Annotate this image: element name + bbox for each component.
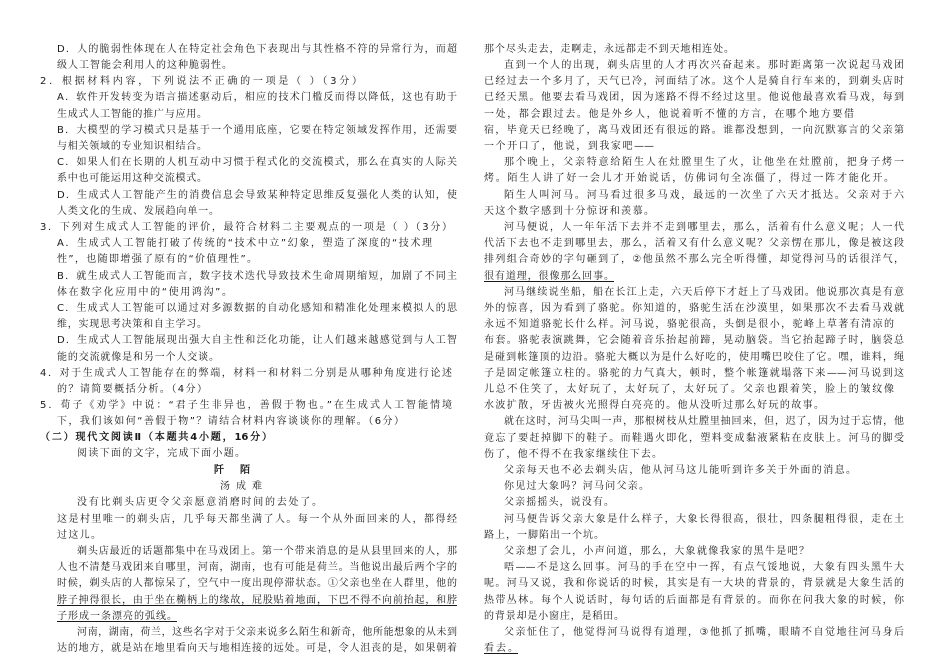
- left-text-line: 阡陌: [214, 465, 250, 476]
- right-text-line: 一处，都会跟过去。他是外乡人，他说着听不懂的方言，在哪个地方要借: [484, 109, 854, 120]
- right-text-line: 竟忘了要赶掉脚下的鞋子。而鞋遇火即化，塑料变成黏液紧粘在皮肤上。河马的脚受: [484, 433, 904, 444]
- left-text-line: C．如果人们在长期的人机互动中习惯于程式化的交流模式，那么在真实的人际关: [57, 157, 457, 168]
- left-text-line: 这是村里唯一的剃头店，几乎每天都坐满了人。每一个从外面回来的人，都得经: [57, 514, 457, 525]
- right-text-line: 布套。骆驼表演跳舞，它会随着音乐抬起前蹄，晃动脑袋。当它抬起蹄子时，脑袋总: [484, 335, 904, 346]
- left-text-line: 脖子抻得很长，由于坐在椭柄上的缘故，屁股贴着地面，下巴不得不向前抬起，和脖: [57, 595, 457, 606]
- left-text-line: （二）现代文阅读Ⅱ（本题共4小题，16分）: [40, 432, 272, 443]
- right-text-line: 河马便说，人一年年活下去并不走到哪里去，那么，活着有什么意义呢；人一代: [504, 222, 904, 233]
- right-text-line: 已经天黑。他要去看马戏团，因为迷路不得不经过这里。他说他最喜欢看马戏，每到: [484, 92, 904, 103]
- left-text-line: 汤成难: [220, 481, 262, 492]
- right-text-line: 父亲每天也不必去剃头店，他从河马这儿能听到许多关于外面的消息。: [504, 465, 856, 476]
- right-text-line: 伤了，他不得不在我家继续住下去。: [484, 449, 662, 460]
- left-text-line: 性”，也随即增强了原有的“价值理性”。: [57, 254, 257, 265]
- left-text-line: 与相关领域的专业知识相结合。: [57, 141, 207, 152]
- left-text-line: 下，我们该如何“善假于物”？请结合材料内容谈谈你的理解。（6分）: [57, 416, 404, 427]
- right-text-line: 排列组合奇妙的字句砸到了，②他虽然不那么完全听得懂，却觉得河马的话很洋气，: [484, 254, 904, 265]
- right-text-line: 已经过去一个多月了，天气已冷，河面结了冰。这个人是骑自行车来的，到剃头店时: [484, 76, 904, 87]
- left-text-line: D．生成式人工智能产生的消费信息会导致某种特定思维反复强化人类的认知，使: [57, 190, 457, 201]
- right-text-line: 很有道理，很像那么回事。: [484, 271, 614, 282]
- left-text-line: 级人工智能会利用人的这种脆弱性。: [57, 60, 232, 71]
- right-text-line: 呢。河马又说，我和你说话的时候，其实是有一大块的背景的，背景就是大象生活的: [484, 578, 904, 589]
- left-text-line: 剃头店最近的话题都集中在马戏团上。第一个带来消息的是从县里回来的人，那: [77, 546, 457, 557]
- right-text-line: 是碰到帐篷顶的边沿。骆驼大概以为是什么好吃的，使用嘴巴咬住了它。嘿，谁料，绳: [484, 352, 904, 363]
- right-text-line: 天这个数字感到十分惊讶和羡慕。: [484, 206, 654, 217]
- right-text-line: 水波扩散，牙齿被火光照得白亮亮的。他从没听过那么好玩的故事。: [484, 400, 824, 411]
- left-text-line: 人也不清楚马戏团来自哪里，河南，湖南，也有可能是荷兰。当他说出最后两个字的: [57, 562, 457, 573]
- left-text-line: 阅读下面的文字，完成下面小题。: [77, 448, 245, 459]
- left-text-line: D．人的脆弱性体现在人在特定社会角色下表现出与其性格不符的异常行为，而超: [57, 44, 457, 55]
- left-text-line: 体在数字化应用中的“使用鸿沟”。: [57, 287, 232, 298]
- left-text-line: B．就生成式人工智能而言，数字技术迭代导致技术生命周期缩短，加剧了不同主: [57, 271, 457, 282]
- left-text-line: A．软件开发转变为语言描述驱动后，相应的技术门槛反而得以降低，这也有助于: [57, 92, 457, 103]
- right-text-line: 父亲怔住了，他觉得河马说得有道理，③他抓了抓嘴，眼睛不自觉地往河马身后: [504, 627, 904, 638]
- right-text-line: 代活下去也不走到哪里去，那么，活着又有什么意义呢？父亲愣在那儿，像是被这段: [484, 238, 904, 249]
- left-text-line: 达的地方，就是站在地里看向天与地相连接的远处。可是，令人沮丧的是，如果朝着: [57, 643, 457, 654]
- left-text-line: D．生成式人工智能展现出强大自主性和泛化功能，让人们越来越感觉到与人工智: [57, 335, 457, 346]
- left-text-line: 的？请简要概括分析。（4分）: [57, 384, 207, 395]
- right-text-line: 陌生人叫河马。河马看过很多马戏，最远的一次坐了六天才抵达。父亲对于六: [504, 190, 904, 201]
- left-text-line: 没有比剃头店更令父亲愿意消磨时间的去处了。: [77, 497, 322, 508]
- left-text-line: 维，实现思考决策和自主学习。: [57, 319, 207, 330]
- right-text-line: 的背景却是小窗庄，是稻田。: [484, 611, 624, 622]
- right-text-line: 父亲想了会儿，小声问道，那么，大象就像我家的黑牛是吧？: [504, 546, 809, 557]
- right-text-line: 河马便告诉父亲大象是什么样子，大象长得很高，很壮，四条腿粗得很，走在土: [504, 514, 904, 525]
- right-text-line: 烤。陌生人讲了好一会儿才开始说话，仿佛词句全冻僵了，得过一阵才能化开。: [484, 173, 894, 184]
- right-text-line: 热带丛林。每个人说话时，每句话的后面都是有背景的。而你在问我大象的时候，你: [484, 595, 904, 606]
- right-text-line: 你见过大象吗？河马问父亲。: [504, 481, 649, 492]
- left-text-line: 生成式人工智能的推广与应用。: [57, 109, 207, 120]
- right-text-line: 宿，毕竟天已经晚了，离马戏团还有很远的路。谁都没想到，一向沉默寡言的父亲第: [484, 125, 904, 136]
- right-text-line: 永远不知道骆驼长什么样。河马说，骆驼很高，头倒是很小，驼峰上草著有清凉的: [484, 319, 894, 330]
- left-text-line: B．大模型的学习模式只是基于一个通用底座，它要在特定领域发挥作用，还需要: [57, 125, 457, 136]
- right-text-line: 父亲摇摇头，说没有。: [504, 497, 614, 508]
- right-text-line: 唔——不是这么回事。河马的手在空中一挥，有点气馁地说，大象有四头黑牛大: [504, 562, 904, 573]
- right-text-line: 那个晚上，父亲特意给陌生人在灶膛里生了火，让他坐在灶膛前，把身子烤一: [504, 157, 904, 168]
- right-text-line: 就在这时，河马尖叫一声，那根树枝从灶膛里抽回来，但，迟了，因为过于忘情，他: [504, 416, 904, 427]
- left-text-line: 4．对于生成式人工智能存在的弊端，材料一和材料二分别是从哪种角度进行论述: [40, 368, 452, 379]
- left-text-line: A．生成式人工智能打破了传统的“技术中立”幻象，塑造了深度的“技术理: [57, 238, 432, 249]
- right-text-line: 河马继续说坐船，船在长江上走，六天后停下才赶上了马戏团。他说那次真是有意: [504, 287, 904, 298]
- right-text-line: 子是固定帐篷立柱的。骆驼的力气真大，顿时，整个帐篷就塌落下来——河马说到这: [484, 368, 904, 379]
- right-text-line: 看去。: [484, 643, 518, 654]
- left-text-line: 子形成一条漂亮的弧线。: [57, 611, 177, 622]
- left-text-line: 3．下列对生成式人工智能的评价，最符合材料二主要观点的一项是（ ）（3分）: [40, 222, 452, 233]
- left-text-line: 5．荀子《劝学》中说：“君子生非异也，善假于物也。”在生成式人工智能情境: [40, 400, 452, 411]
- left-text-line: C．生成式人工智能可以通过对多源数据的自动化感知和精准化处理来模拟人的思: [57, 303, 457, 314]
- left-text-line: 过这儿。: [57, 530, 101, 541]
- left-text-line: 人类文化的生成、发展趋向单一。: [57, 206, 219, 217]
- right-text-line: 那个尽头走去，走啊走，永远都走不到天地相连处。: [484, 44, 734, 55]
- left-text-line: 河南，湖南，荷兰，这些名字对于父亲来说多么陌生和新奇，他所能想象的从未到: [77, 627, 457, 638]
- left-text-line: 时候，剃头店的人都惊呆了，空气中一度出现停滞状态。①父亲也坐在人群里，他的: [57, 578, 457, 589]
- right-text-line: 外的惊喜，因为看到了骆驼。你知道的，骆驼生活在沙漠里，如果那次不去看马戏就: [484, 303, 904, 314]
- right-text-line: 路上，一脚陷出一个坑。: [484, 530, 604, 541]
- right-text-line: 一个开口了，他说，到我家吧——: [484, 141, 654, 152]
- left-text-line: 2．根据材料内容，下列说法不正确的一项是（ ）（3分）: [40, 76, 362, 87]
- right-text-line: 儿总不住笑了，太好玩了，太好玩了，太好玩了。父亲也跟着笑，脸上的皱纹像: [484, 384, 894, 395]
- left-text-line: 系中也可能运用这种交流模式。: [57, 173, 207, 184]
- left-text-line: 能的交流就像是和另一个人交谈。: [57, 352, 219, 363]
- right-text-line: 直到一个人的出现，剃头店里的人才再次兴奋起来。那时距离第一次说起马戏团: [504, 60, 904, 71]
